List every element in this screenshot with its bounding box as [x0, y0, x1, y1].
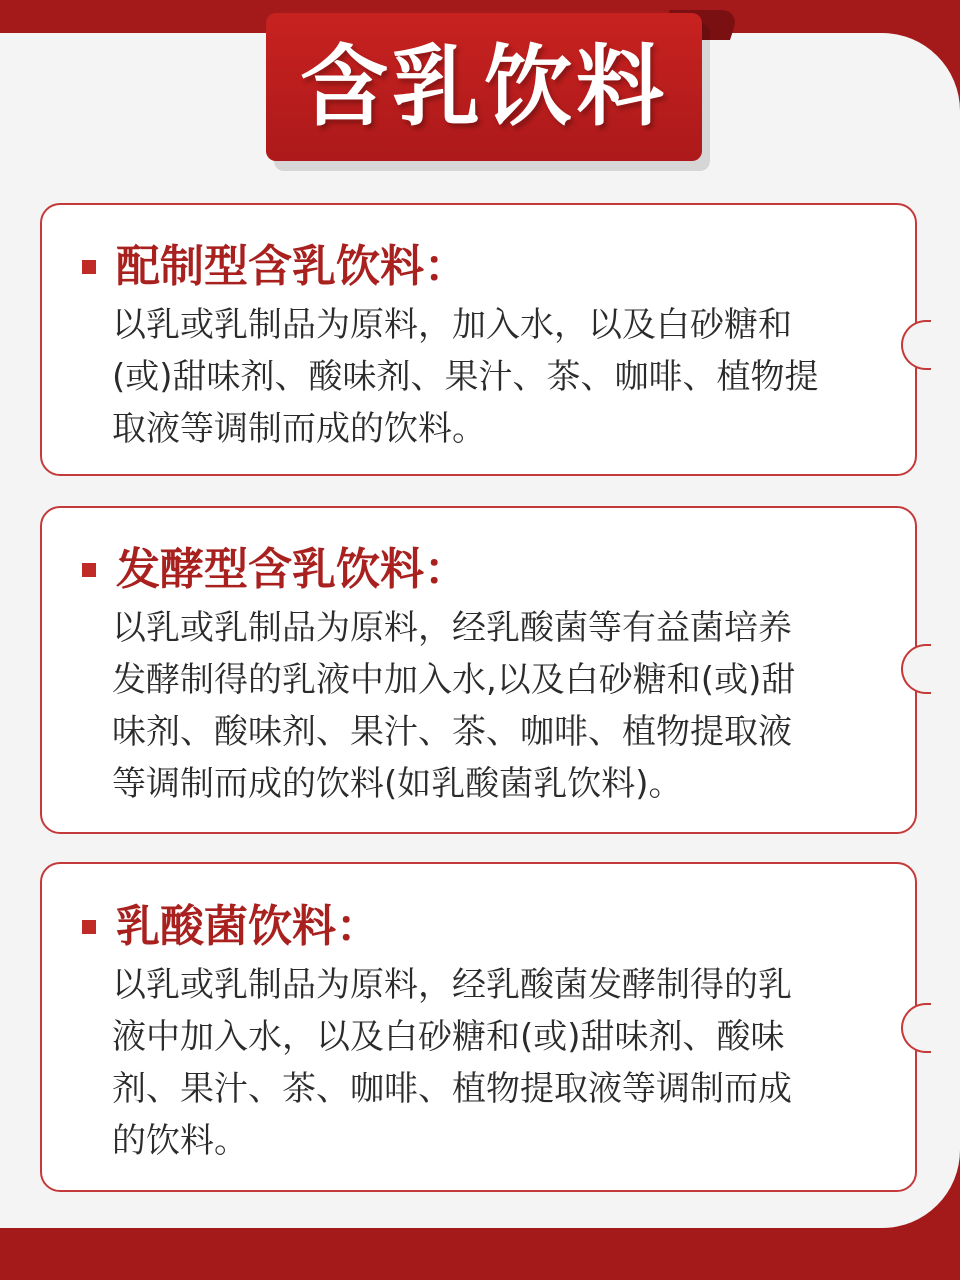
- description-line: 液中加入水，以及白砂糖和(或)甜味剂、酸味: [112, 1017, 785, 1057]
- square-bullet-icon: [82, 563, 96, 577]
- description-line: 等调制而成的饮料(如乳酸菌乳饮料)。: [112, 764, 683, 804]
- section-card-fermented: [40, 506, 917, 834]
- description-line: 的饮料。: [112, 1121, 248, 1161]
- section-heading-row: [82, 902, 380, 952]
- description-line: 取液等调制而成的饮料。: [112, 409, 486, 449]
- square-bullet-icon: [82, 920, 96, 934]
- section-heading-row: [82, 242, 468, 292]
- page-title: 含乳饮料: [299, 35, 668, 138]
- description-line: 以乳或乳制品为原料，经乳酸菌等有益菌培养: [112, 608, 792, 648]
- card-notch: [901, 644, 931, 694]
- card-notch: [901, 1003, 931, 1053]
- description-line: 剂、果汁、茶、咖啡、植物提取液等调制而成: [112, 1069, 792, 1109]
- section-description: [112, 602, 892, 810]
- description-line: (或)甜味剂、酸味剂、果汁、茶、咖啡、植物提: [112, 357, 819, 397]
- description-line: 以乳或乳制品为原料，经乳酸菌发酵制得的乳: [112, 965, 792, 1005]
- section-heading: 乳酸菌饮料：: [116, 901, 380, 952]
- card-notch: [901, 320, 931, 370]
- section-description: [112, 959, 892, 1167]
- description-line: 味剂、酸味剂、果汁、茶、咖啡、植物提取液: [112, 712, 792, 752]
- section-heading-row: [82, 545, 468, 595]
- section-card-prepared: [40, 203, 917, 476]
- square-bullet-icon: [82, 260, 96, 274]
- section-heading: 发酵型含乳饮料：: [116, 544, 468, 595]
- title-banner: [266, 13, 702, 161]
- section-card-lactobacillus: [40, 862, 917, 1192]
- section-description: [112, 299, 892, 455]
- section-heading: 配制型含乳饮料：: [116, 241, 468, 292]
- description-line: 以乳或乳制品为原料，加入水，以及白砂糖和: [112, 305, 792, 345]
- description-line: 发酵制得的乳液中加入水,以及白砂糖和(或)甜: [112, 660, 796, 700]
